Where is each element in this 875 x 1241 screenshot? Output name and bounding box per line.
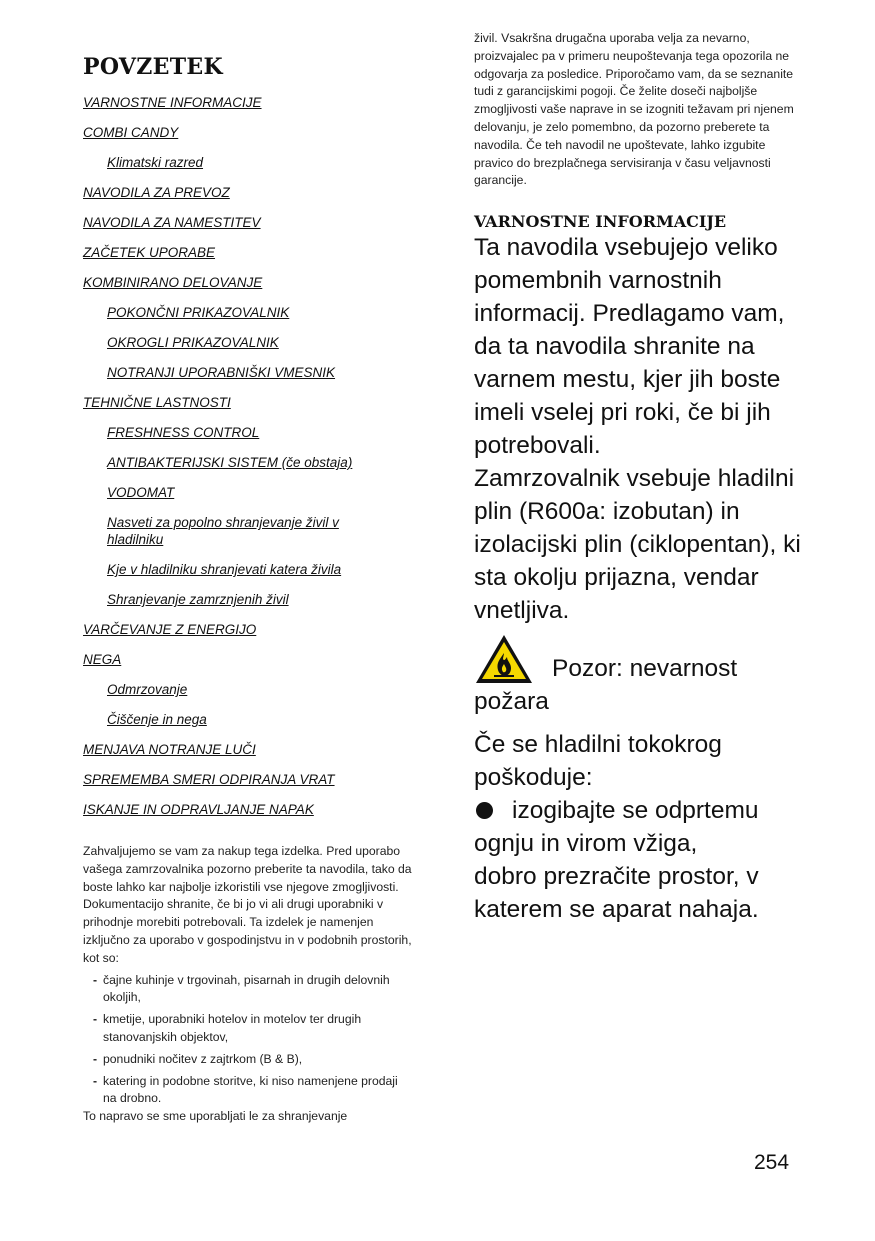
list-item: - čajne kuhinje v trgovinah, pisarnah in drugih delovnih okoljih, <box>93 972 413 1008</box>
fire-warning <box>474 633 804 718</box>
toc-item[interactable]: NOTRANJI UPORABNIŠKI VMESNIK <box>107 365 336 380</box>
toc-item[interactable]: VODOMAT <box>107 485 175 500</box>
ventilate-text: dobro prezračite prostor, v katerem se aparat nahaja. <box>474 863 759 924</box>
toc-item[interactable]: Kje v hladilniku shranjevati katera živila <box>107 562 342 577</box>
toc-item[interactable]: ZAČETEK UPORABE <box>83 245 216 260</box>
intro-paragraph: Zahvaljujemo se vam za nakup tega izdelka. Pred uporabo vašega zamrzovalnika pozorno preberite ta navodila, tako da boste lahko kar najbolje izkoristili vse njegove zmogljivosti. Dokumentacijo shranite, če bi jo vi ali drugi uporabniki v prihodnje morebiti potrebovali. Ta izdelek je namenjen izključno za uporabo v gospodinjstvu in v podobnih prostorih, kot so: <box>83 844 412 965</box>
warning-line-2: požara <box>474 688 549 716</box>
safety-text-2: Zamrzovalnik vsebuje hladilni plin (R600a: izobutan) in izolacijski plin (ciklopentan), ki sta okolju prijazna, vendar vnetljiva. <box>474 465 801 625</box>
toc-item[interactable]: ANTIBAKTERIJSKI SISTEM (če obstaja) <box>107 455 353 470</box>
toc-item[interactable]: VARNOSTNE INFORMACIJE <box>83 95 262 110</box>
continuation-text: živil. Vsakršna drugačna uporaba velja za nevarno, proizvajalec pa v primeru neupoštevanja tega opozorila ne odgovarja za posledice. Priporočamo vam, da se seznanite tudi z garancijskimi pogoji. Če želite doseči najboljše zmogljivosti vaše naprave in se izogniti težavam pri njenem delovanju, je zelo pomembno, da pozorno preberete ta navodila. Če teh navodil ne upoštevate, lahko izgubite pravico do brezplačnega servisiranja v času veljavnosti garancije. <box>474 31 794 188</box>
table-of-contents <box>83 54 413 1126</box>
warning-line-1: Pozor: nevarnost <box>552 655 738 683</box>
usage-list <box>93 972 413 1109</box>
list-item: - katering in podobne storitve, ki niso namenjene prodaji na drobno. <box>93 1073 413 1109</box>
page-number: 254 <box>754 1151 790 1174</box>
toc-item[interactable]: COMBI CANDY <box>83 125 179 140</box>
toc-item[interactable]: NAVODILA ZA PREVOZ <box>83 185 230 200</box>
intro-closing: To napravo se sme uporabljati le za shranjevanje <box>83 1109 348 1124</box>
toc-item[interactable]: Shranjevanje zamrznjenih živil <box>107 592 289 607</box>
toc-item[interactable]: VARČEVANJE Z ENERGIJO <box>83 622 257 637</box>
toc-item[interactable]: ISKANJE IN ODPRAVLJANJE NAPAK <box>83 802 314 817</box>
bullet-continuation: ognju in virom vžiga, <box>474 830 698 858</box>
intro-section <box>83 843 413 1126</box>
safety-heading: VARNOSTNE INFORMACIJE <box>474 212 727 232</box>
fire-hazard-icon <box>474 633 534 685</box>
bullet-icon <box>476 802 493 819</box>
toc-list <box>83 94 413 818</box>
toc-item[interactable]: NEGA <box>83 652 122 667</box>
circuit-text: Če se hladilni tokokrog poškoduje: <box>474 731 722 792</box>
toc-item[interactable]: FRESHNESS CONTROL <box>107 425 260 440</box>
bullet-text: izogibajte se odprtemu <box>512 797 759 825</box>
toc-item[interactable]: MENJAVA NOTRANJE LUČI <box>83 742 256 757</box>
list-item: - ponudniki nočitev z zajtrkom (B & B), <box>93 1051 413 1069</box>
toc-item[interactable]: Klimatski razred <box>107 155 204 170</box>
right-column <box>474 30 804 926</box>
toc-item[interactable]: Nasveti za popolno shranjevanje živil v hladilniku <box>107 515 339 547</box>
toc-item[interactable]: KOMBINIRANO DELOVANJE <box>83 275 263 290</box>
list-item: - kmetije, uporabniki hotelov in motelov ter drugih stanovanjskih objektov, <box>93 1011 413 1047</box>
toc-title: POVZETEK <box>83 54 223 80</box>
toc-item[interactable]: POKONČNI PRIKAZOVALNIK <box>107 305 290 320</box>
safety-text-1: Ta navodila vsebujejo veliko pomembnih varnostnih informacij. Predlagamo vam, da ta navodila shranite na varnem mestu, kjer jih boste imeli vselej pri roki, če bi jih potrebovali. <box>474 234 785 460</box>
toc-item[interactable]: SPREMEMBA SMERI ODPIRANJA VRAT <box>83 772 335 787</box>
toc-item[interactable]: OKROGLI PRIKAZOVALNIK <box>107 335 279 350</box>
toc-item[interactable]: Odmrzovanje <box>107 682 188 697</box>
toc-item[interactable]: NAVODILA ZA NAMESTITEV <box>83 215 261 230</box>
toc-item[interactable]: TEHNIČNE LASTNOSTI <box>83 395 231 410</box>
toc-item[interactable]: Čiščenje in nega <box>107 712 207 727</box>
